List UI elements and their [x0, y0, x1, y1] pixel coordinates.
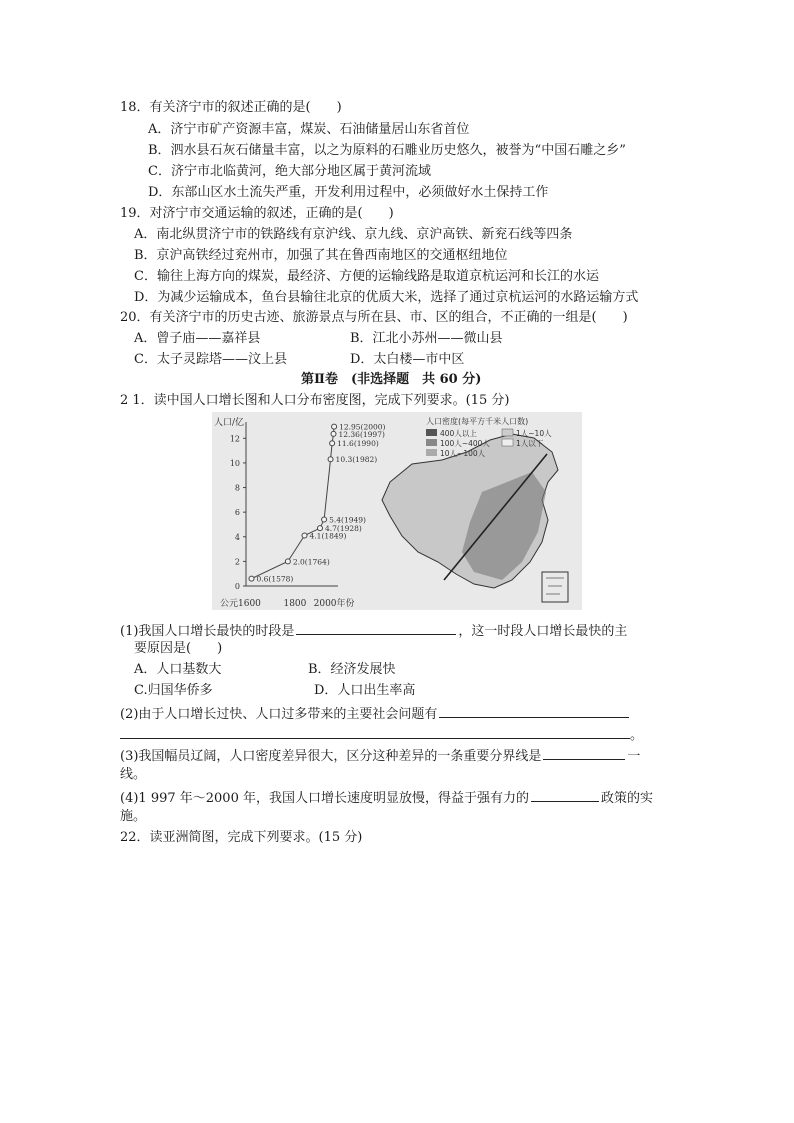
q21-option-d: D．人口出生率高 [314, 683, 416, 698]
data-point [302, 533, 307, 538]
x-tick-label: 2000年份 [313, 599, 355, 609]
data-label: 4.7(1928) [324, 524, 362, 534]
legend-item-4: 1人~10人 [516, 429, 552, 438]
q19-stem: 19．对济宁市交通运输的叙述，正确的是( ) [120, 206, 394, 221]
q19-option-b: B．京沪高铁经过兖州市，加强了其在鲁西南地区的交通枢纽地位 [134, 248, 508, 263]
data-point [328, 457, 333, 462]
legend-swatch-10-100 [426, 449, 437, 456]
y-tick-label: 12 [229, 434, 240, 444]
population-series-line [251, 427, 334, 579]
population-growth-chart [212, 412, 582, 610]
y-tick-label: 8 [234, 483, 240, 493]
q21-part2-text: (2)由于人口增长过快、人口过多带来的主要社会问题有 [120, 707, 438, 722]
q21-part4-line2: 施。 [120, 809, 147, 824]
legend-item-3: 10人~100人 [440, 449, 486, 458]
south-china-sea-inset [542, 572, 568, 602]
q21-part4-answer-blank[interactable] [531, 787, 599, 802]
data-point [249, 576, 254, 581]
y-axis-label: 人口/亿 [214, 418, 245, 428]
y-tick-label: 6 [234, 508, 240, 518]
q18-option-b: B．泗水县石灰石储量丰富，以之为原料的石雕业历史悠久，被誉为“中国石雕之乡” [148, 143, 626, 158]
data-label: 12.95(2000) [339, 422, 386, 432]
data-label: 4.1(1849) [309, 531, 347, 541]
legend-item-2: 100人~400人 [440, 439, 490, 448]
q21-part2-answer-blank-1[interactable] [439, 703, 629, 718]
q20-option-d: D．太白楼—市中区 [350, 352, 465, 367]
q21-part1-text: (1)我国人口增长最快的时段是 [120, 624, 295, 639]
y-tick-label: 10 [229, 458, 240, 468]
q22-stem: 22．读亚洲简图，完成下列要求。(15 分) [120, 830, 363, 845]
data-label: 0.6(1578) [256, 574, 294, 584]
q20-option-a: A．曾子庙——嘉祥县 [134, 331, 261, 346]
q21-stem: 2 1．读中国人口增长图和人口分布密度图，完成下列要求。(15 分) [120, 393, 510, 408]
q19-option-d: D．为减少运输成本，鱼台县输往北京的优质大米，选择了通过京杭运河的水路运输方式 [134, 290, 639, 305]
map-legend-title: 人口密度(每平方千米人口数) [426, 417, 529, 426]
q21-part4-text-cont: 政策的实 [600, 791, 653, 806]
q21-part2-period: 。 [630, 728, 644, 743]
q18-option-a: A．济宁市矿产资源丰富，煤炭、石油储量居山东省首位 [148, 122, 470, 137]
data-label: 10.3(1982) [335, 455, 378, 465]
q21-option-a: A．人口基数大 [134, 662, 222, 677]
data-point [317, 526, 322, 531]
data-point [285, 559, 290, 564]
population-density-map [382, 434, 568, 602]
data-point [322, 517, 327, 522]
q21-part3-line2: 线。 [120, 767, 147, 782]
data-point [330, 441, 335, 446]
q21-part3-text: (3)我国幅员辽阔，人口密度差异很大，区分这种差异的一条重要分界线是 [120, 749, 542, 764]
q21-part3-line [120, 745, 640, 766]
section-title: 第Ⅱ卷 (非选择题 共 60 分) [301, 372, 482, 387]
legend-swatch-1-10 [502, 429, 513, 436]
q20-option-c: C．太子灵踪塔——汶上县 [134, 352, 287, 367]
population-figure [212, 412, 582, 610]
legend-item-5: 1人以下 [516, 439, 544, 448]
data-label: 5.4(1949) [329, 515, 366, 525]
q21-option-c: C.归国华侨多 [134, 683, 213, 698]
data-point [332, 424, 337, 429]
q18-stem: 18．有关济宁市的叙述正确的是( ) [120, 100, 342, 115]
y-tick-label: 2 [234, 557, 240, 567]
legend-swatch-400plus [426, 429, 437, 436]
y-tick-label: 4 [234, 532, 240, 542]
legend-item-1: 400人以上 [440, 429, 477, 438]
legend-swatch-below-1 [502, 439, 513, 446]
q21-part4-text: (4)1 997 年～2000 年，我国人口增长速度明显放慢，得益于强有力的 [120, 791, 529, 806]
q21-part4-line [120, 787, 653, 808]
x-tick-label: 1800 [283, 599, 307, 609]
q21-option-b: B．经济发展快 [308, 662, 396, 677]
q21-part2-answer-blank-2[interactable] [120, 724, 630, 739]
data-label: 12.36(1997) [338, 429, 385, 439]
q21-part2-line [120, 703, 629, 724]
q21-part3-answer-blank[interactable] [543, 745, 625, 760]
q21-part1-answer-blank[interactable] [296, 620, 456, 635]
data-label: 2.0(1764) [292, 557, 330, 567]
q18-option-c: C．济宁市北临黄河，绝大部分地区属于黄河流域 [148, 164, 431, 179]
y-tick-label: 0 [234, 582, 240, 591]
q18-option-d: D．东部山区水土流失严重，开发利用过程中，必须做好水土保持工作 [148, 185, 549, 200]
x-start-label: 公元1600 [220, 599, 261, 609]
inset-islands [546, 578, 564, 594]
q21-part1-line2: 要原因是( ) [134, 641, 223, 656]
q21-part2-line2 [120, 724, 643, 745]
q20-option-b: B．江北小苏州——微山县 [350, 331, 503, 346]
q20-stem: 20．有关济宁市的历史古迹、旅游景点与所在县、市、区的组合，不正确的一组是( ) [120, 310, 628, 325]
q19-option-c: C．输往上海方向的煤炭，最经济、方便的运输线路是取道京杭运河和长江的水运 [134, 269, 599, 284]
data-label: 11.6(1990) [337, 439, 379, 449]
q21-part1-line [120, 620, 627, 641]
data-point [331, 431, 336, 436]
q21-part3-text-cont: 一 [627, 749, 641, 764]
legend-swatch-100-400 [426, 439, 437, 446]
q19-option-a: A．南北纵贯济宁市的铁路线有京沪线、京九线、京沪高铁、新兖石线等四条 [134, 227, 573, 242]
q21-part1-text-cont: ，这一时段人口增长最快的主 [458, 624, 628, 639]
